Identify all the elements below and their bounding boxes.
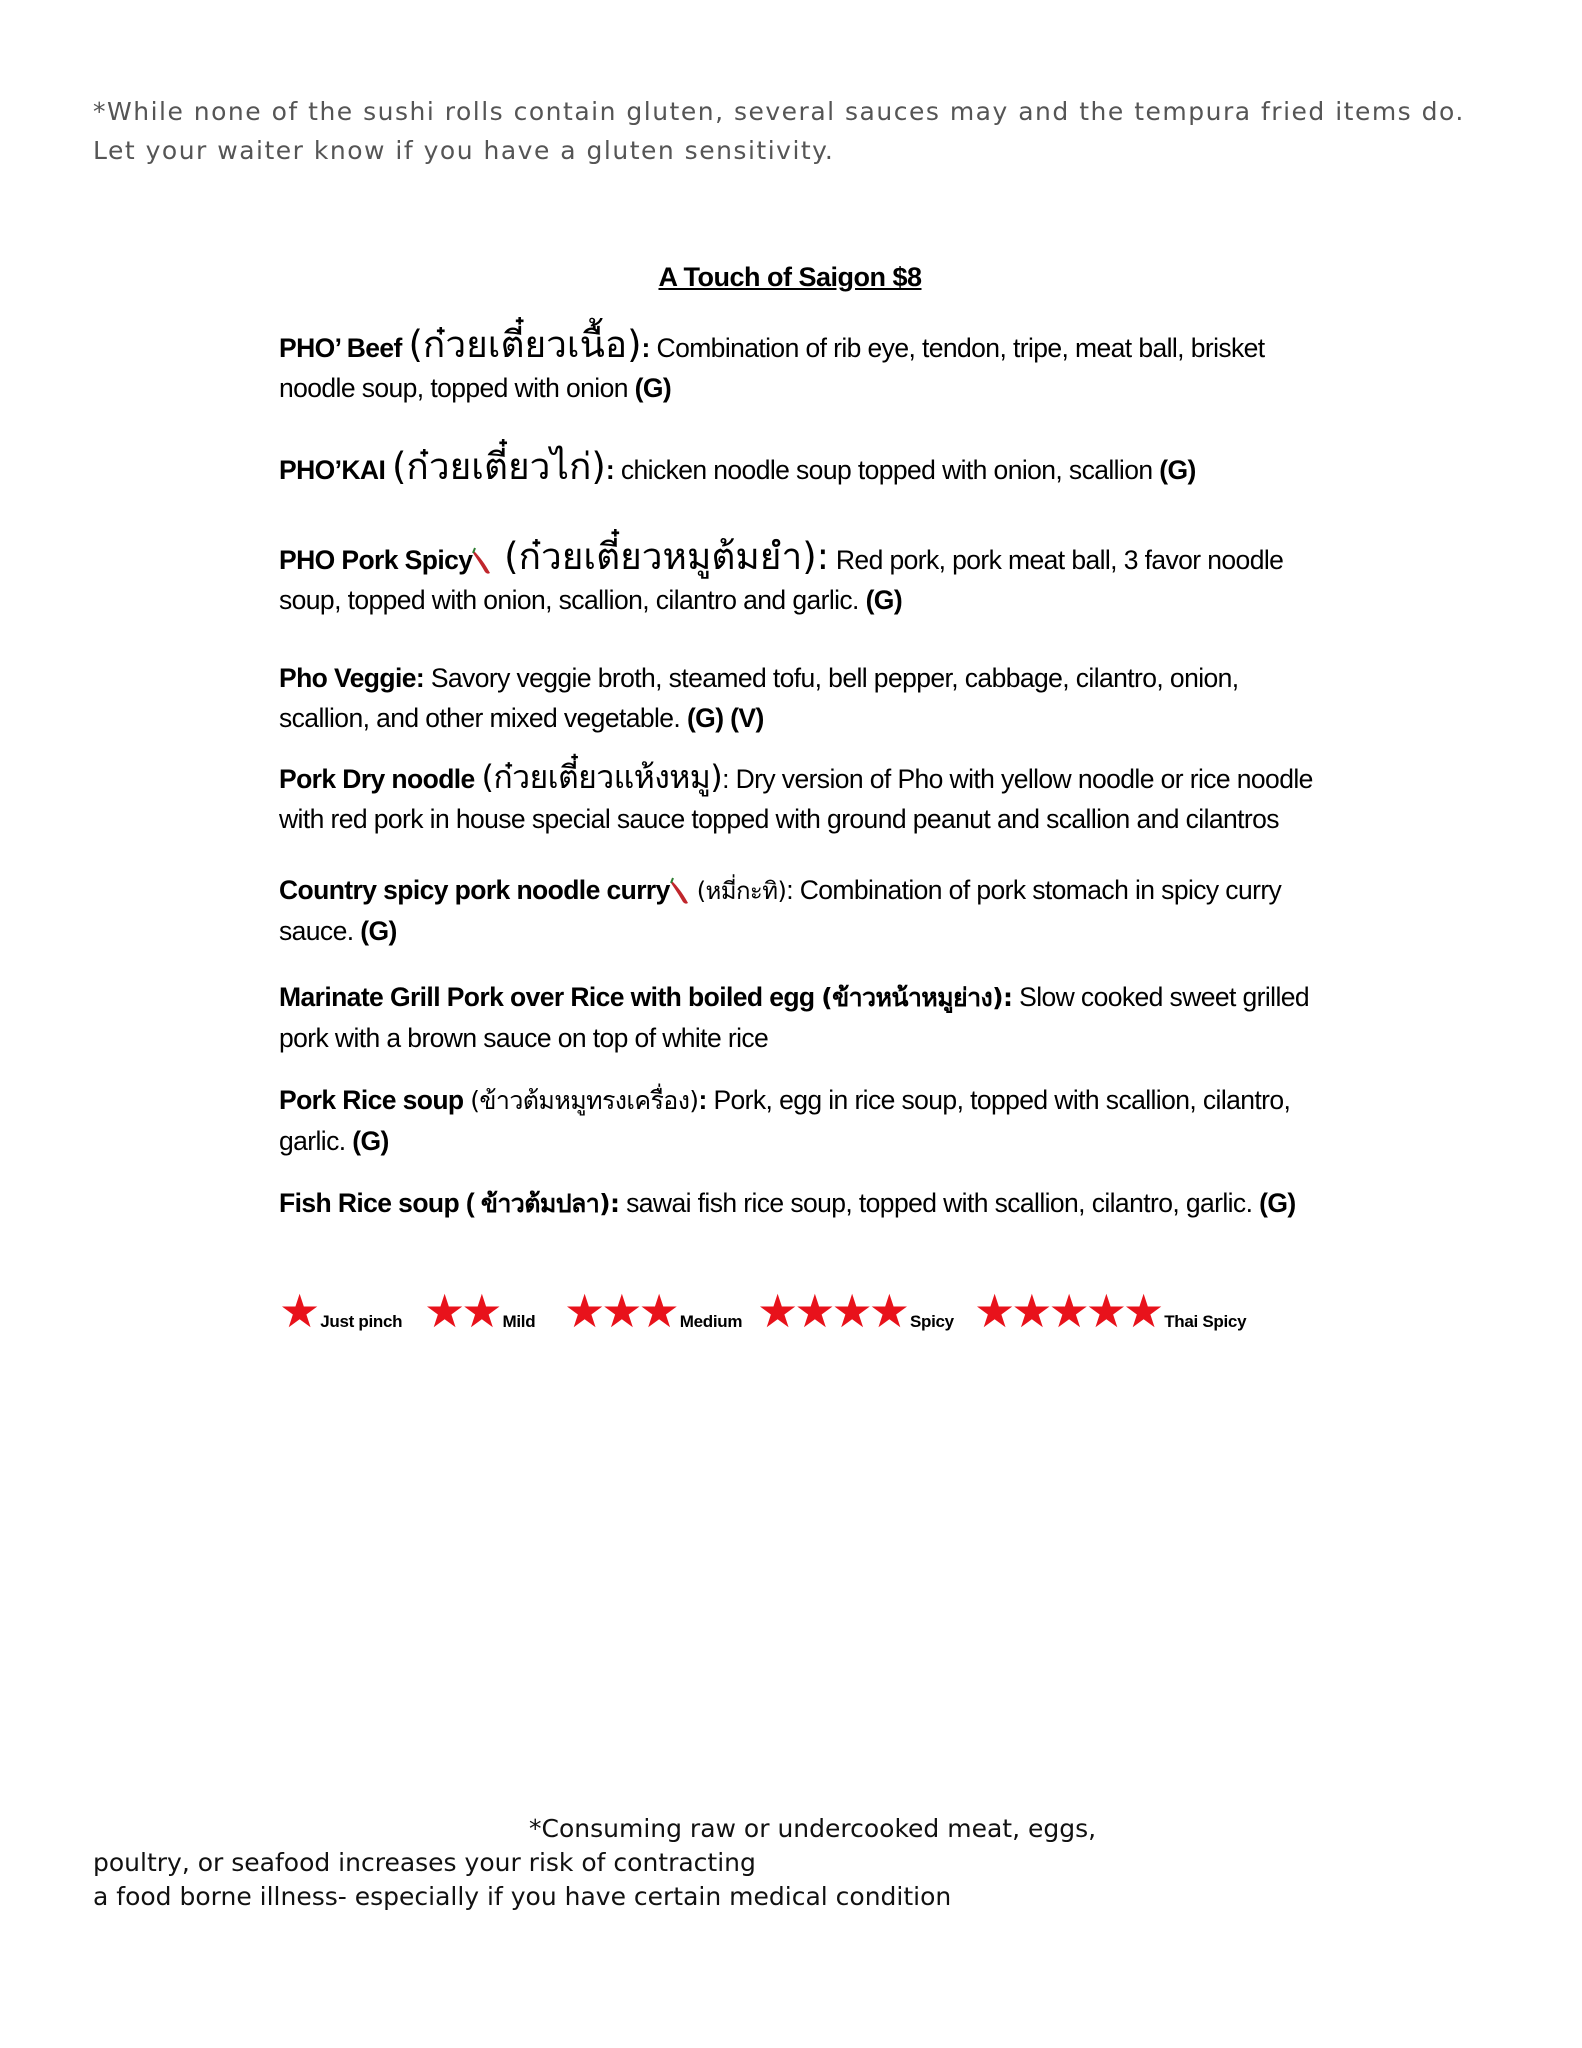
item-name: Pho Veggie: — [279, 663, 425, 693]
item-separator: : — [698, 1085, 707, 1115]
spice-level-legend — [279, 1285, 1279, 1338]
item-name: Pork Rice soup — [279, 1085, 471, 1115]
item-description: chicken noodle soup topped with onion, scallion — [614, 455, 1160, 485]
item-thai-name: (ก๋วยเตี๋ยวไก่) — [392, 445, 606, 488]
item-description: Red pork, pork meat ball, 3 favor noodle soup, topped with onion, scallion, cilantro and garlic. — [279, 545, 1284, 615]
spice-level-spicy — [757, 1285, 954, 1338]
item-description: Savory veggie broth, steamed tofu, bell pepper, cabbage, cilantro, onion, scallion, and other mixed vegetable. — [279, 663, 1239, 733]
star-icon: ★★★ — [564, 1285, 676, 1337]
item-name: Country spicy pork noodle curry — [279, 875, 670, 905]
item-name: Fish Rice soup ( — [279, 1188, 481, 1218]
section-title: A Touch of Saigon $8 — [658, 262, 922, 292]
item-tags: (G) — [634, 373, 672, 403]
item-thai-name: (ข้าวต้มหมูทรงเครื่อง) — [470, 1086, 699, 1115]
spice-level-medium — [564, 1285, 743, 1338]
spice-level-label: Thai Spicy — [1164, 1312, 1247, 1331]
item-thai-name: (หมี่กะทิ) — [689, 877, 787, 905]
warning-line-2: poultry, or seafood increases your risk of contracting — [93, 1848, 756, 1877]
star-icon: ★ — [279, 1285, 317, 1337]
menu-item-pork-rice-soup — [279, 1080, 1329, 1161]
item-separator: : — [605, 455, 615, 485]
warning-line-3: a food borne illness- especially if you have certain medical condition — [93, 1882, 952, 1911]
raw-food-warning — [93, 1812, 1193, 1914]
star-icon: ★★★★ — [757, 1285, 906, 1337]
item-thai-name: (ข้าวหน้าหมูย่าง): — [821, 983, 1013, 1012]
item-tags: (G) (V) — [686, 703, 764, 733]
item-description: Combination of rib eye, tendon, tripe, meat ball, brisket noodle soup, topped with onion — [279, 333, 1265, 403]
gluten-note: *While none of the sushi rolls contain gluten, several sauces may and the tempura fried items do. Let your waiter know if you have a gluten sensitivity. — [93, 97, 1465, 165]
spice-level-thai-spicy — [974, 1285, 1247, 1338]
item-description: sawai fish rice soup, topped with scallion, cilantro, garlic. — [619, 1188, 1260, 1218]
spice-level-just-pinch — [279, 1285, 403, 1338]
menu-item-pho-beef — [279, 325, 1329, 408]
spice-level-label: Just pinch — [320, 1312, 403, 1331]
item-tags: (G) — [352, 1126, 389, 1156]
item-description: : Combination of pork stomach in spicy curry sauce. — [279, 875, 1282, 946]
menu-item-pho-kai — [279, 447, 1329, 490]
item-name: PHO Pork Spicy — [279, 545, 473, 575]
item-tags: (G) — [1259, 1188, 1296, 1218]
spice-level-label: Mild — [502, 1312, 536, 1331]
item-separator: : — [641, 333, 650, 363]
item-thai-name: (ก๋วยเตี๋ยวหมูต้มยำ): — [492, 535, 830, 578]
menu-item-grill-pork-rice — [279, 977, 1329, 1058]
spice-level-label: Spicy — [909, 1312, 954, 1331]
star-icon: ★★ — [424, 1285, 499, 1337]
item-thai-name: (ก๋วยเตี๋ยวแห้งหมู) — [481, 758, 723, 796]
item-name: Pork Dry noodle — [279, 764, 482, 794]
menu-item-pho-pork-spicy — [279, 537, 1329, 620]
menu-item-pho-veggie — [279, 658, 1329, 738]
item-name: PHO’ Beef — [279, 333, 409, 363]
item-description: : Dry version of Pho with yellow noodle or rice noodle with red pork in house special sauce topped with ground peanut and scallion and cilantros — [279, 764, 1313, 834]
item-name: Marinate Grill Pork over Rice with boiled egg — [279, 982, 822, 1012]
chili-pepper-icon — [670, 876, 690, 904]
menu-item-country-curry — [279, 870, 1329, 951]
spice-level-label: Medium — [679, 1312, 743, 1331]
item-name: PHO’KAI — [279, 455, 392, 485]
star-icon: ★★★★★ — [974, 1285, 1161, 1337]
item-thai-name: (ก๋วยเตี๋ยวเนื้อ) — [408, 323, 642, 366]
item-tags: (G) — [360, 916, 397, 946]
warning-line-1: *Consuming raw or undercooked meat, eggs, — [529, 1814, 1097, 1843]
item-thai-name: ข้าวต้มปลา): — [480, 1189, 620, 1218]
menu-item-pork-dry-noodle — [279, 757, 1329, 839]
spice-level-mild — [424, 1285, 536, 1338]
chili-pepper-icon — [472, 546, 492, 574]
menu-item-fish-rice-soup — [279, 1183, 1329, 1224]
item-tags: (G) — [1159, 455, 1196, 485]
item-description: Slow cooked sweet grilled pork with a brown sauce on top of white rice — [279, 982, 1310, 1053]
item-description: Pork, egg in rice soup, topped with scallion, cilantro, garlic. — [279, 1085, 1291, 1156]
item-tags: (G) — [865, 585, 903, 615]
